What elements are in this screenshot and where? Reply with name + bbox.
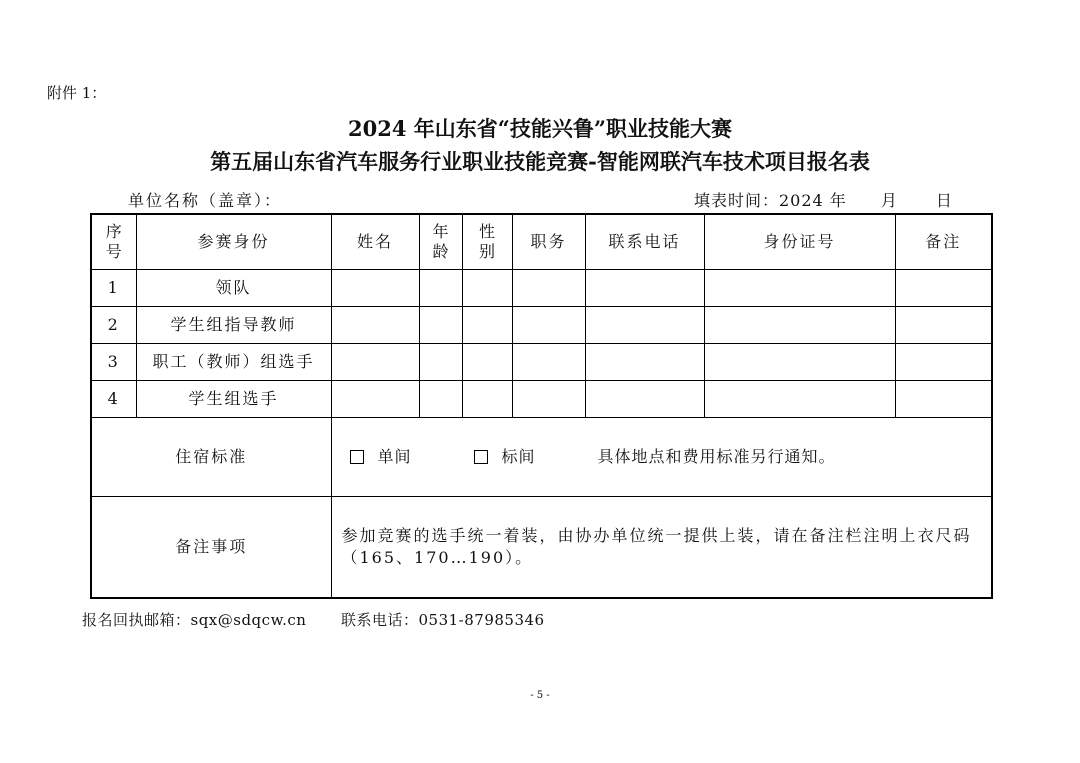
row-number: 1 xyxy=(91,270,136,307)
remarks-text: 参加竞赛的选手统一着装，由协办单位统一提供上装，请在备注栏注明上衣尺码（165、170…190）。 xyxy=(331,497,992,599)
row-number: 2 xyxy=(91,307,136,344)
name-cell[interactable] xyxy=(331,270,419,307)
row-number: 4 xyxy=(91,381,136,418)
remark-cell[interactable] xyxy=(895,344,992,381)
table-row xyxy=(91,270,992,307)
phone-cell[interactable] xyxy=(585,307,704,344)
age-cell[interactable] xyxy=(419,270,462,307)
fill-date-year: 填表时间：2024 年 xyxy=(694,191,847,210)
name-cell[interactable] xyxy=(331,307,419,344)
accommodation-note: 具体地点和费用标准另行通知。 xyxy=(597,447,836,466)
header-cell-phone: 联系电话 xyxy=(585,214,704,270)
age-cell[interactable] xyxy=(419,344,462,381)
header-cell-name: 姓名 xyxy=(331,214,419,270)
gender-cell[interactable] xyxy=(462,270,512,307)
row-number: 3 xyxy=(91,344,136,381)
id-number-cell[interactable] xyxy=(704,270,895,307)
page-number: - 5 - xyxy=(530,690,550,701)
single-room-label: 单间 xyxy=(377,447,412,466)
row-role: 领队 xyxy=(136,270,331,307)
header-cell-age: 年龄 xyxy=(419,214,462,270)
table-header-row xyxy=(91,214,992,270)
table-row xyxy=(91,344,992,381)
position-cell[interactable] xyxy=(512,344,585,381)
table-row xyxy=(91,307,992,344)
remarks-label: 备注事项 xyxy=(91,497,331,599)
attachment-label: 附件 1： xyxy=(47,84,107,102)
age-cell[interactable] xyxy=(419,381,462,418)
header-cell-id-number: 身份证号 xyxy=(704,214,895,270)
single-room-checkbox[interactable] xyxy=(350,450,364,464)
row-role: 职工（教师）组选手 xyxy=(136,344,331,381)
phone-cell[interactable] xyxy=(585,270,704,307)
fill-date-month: 月 xyxy=(880,191,898,210)
gender-cell[interactable] xyxy=(462,381,512,418)
header-cell-num: 序号 xyxy=(91,214,136,270)
position-cell[interactable] xyxy=(512,381,585,418)
id-number-cell[interactable] xyxy=(704,381,895,418)
form-title-line1: 2024 年山东省“技能兴鲁”职业技能大赛 xyxy=(348,116,732,141)
fill-date-label xyxy=(694,188,953,211)
row-role: 学生组选手 xyxy=(136,381,331,418)
remarks-row xyxy=(91,497,992,599)
id-number-cell[interactable] xyxy=(704,307,895,344)
table-row xyxy=(91,381,992,418)
single-room-option[interactable] xyxy=(350,446,412,468)
phone-cell[interactable] xyxy=(585,381,704,418)
accommodation-options xyxy=(331,418,992,497)
standard-room-checkbox[interactable] xyxy=(474,450,488,464)
remark-cell[interactable] xyxy=(895,307,992,344)
header-cell-role: 参赛身份 xyxy=(136,214,331,270)
remark-cell[interactable] xyxy=(895,270,992,307)
fill-date-day: 日 xyxy=(935,191,953,210)
standard-room-option[interactable] xyxy=(474,446,536,468)
id-number-cell[interactable] xyxy=(704,344,895,381)
gender-cell[interactable] xyxy=(462,307,512,344)
position-cell[interactable] xyxy=(512,307,585,344)
accommodation-label: 住宿标准 xyxy=(91,418,331,497)
name-cell[interactable] xyxy=(331,381,419,418)
remark-cell[interactable] xyxy=(895,381,992,418)
standard-room-label: 标间 xyxy=(501,447,536,466)
accommodation-row xyxy=(91,418,992,497)
form-title-line2: 第五届山东省汽车服务行业职业技能竞赛-智能网联汽车技术项目报名表 xyxy=(210,149,870,174)
registration-table xyxy=(90,213,993,599)
unit-name-label: 单位名称（盖章）： xyxy=(128,191,283,210)
header-cell-position: 职务 xyxy=(512,214,585,270)
footer-phone: 联系电话：0531-87985346 xyxy=(341,611,545,629)
age-cell[interactable] xyxy=(419,307,462,344)
header-cell-remark: 备注 xyxy=(895,214,992,270)
position-cell[interactable] xyxy=(512,270,585,307)
footer-email: 报名回执邮箱：sqx@sdqcw.cn xyxy=(82,611,307,629)
phone-cell[interactable] xyxy=(585,344,704,381)
name-cell[interactable] xyxy=(331,344,419,381)
header-cell-gender: 性别 xyxy=(462,214,512,270)
gender-cell[interactable] xyxy=(462,344,512,381)
row-role: 学生组指导教师 xyxy=(136,307,331,344)
